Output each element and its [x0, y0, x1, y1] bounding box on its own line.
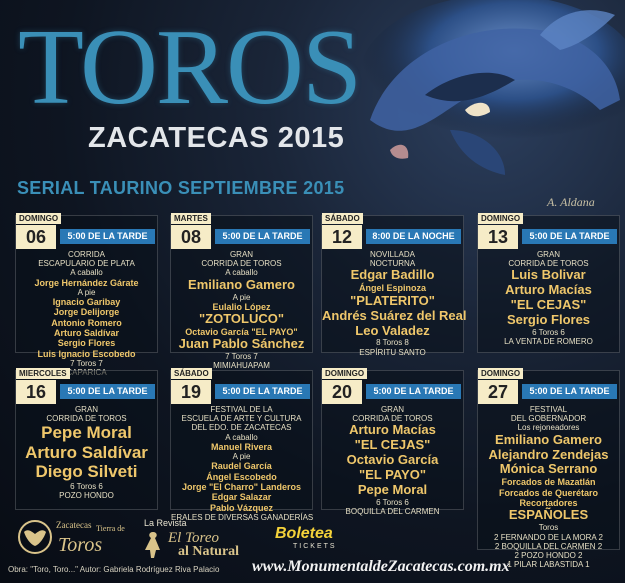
event-line: "ZOTOLUCO" — [198, 311, 285, 327]
event-line: CORRIDA DE TOROS — [201, 259, 282, 269]
logo1-line2: Tierra de — [96, 524, 125, 533]
event-line: Recortadores — [519, 498, 578, 509]
event-line: Antonio Romero — [51, 317, 122, 328]
event-line: "EL PAYO" — [359, 467, 426, 483]
event-line: Ignacio Garibay — [52, 297, 121, 308]
event-line: CORRIDA DE TOROS — [46, 414, 127, 424]
event-line: CORRIDA — [68, 250, 105, 259]
event-body — [478, 250, 619, 347]
event-line: ESCAPULARIO DE PLATA — [38, 259, 135, 269]
logo2-line1: La Revista — [144, 518, 187, 528]
event-date: 12 — [322, 225, 362, 249]
event-line: LA VENTA DE ROMERO — [504, 337, 593, 347]
event-line: Octavio García "EL PAYO" — [185, 326, 298, 337]
event-line: Juan Pablo Sánchez — [178, 336, 305, 352]
event-line: GRAN — [229, 250, 254, 259]
event-card — [170, 369, 314, 522]
event-line: 6 Toros 6 — [376, 498, 409, 508]
event-line: Emiliano Gamero — [495, 431, 602, 447]
event-line: "PLATERITO" — [350, 292, 435, 308]
event-line: ESCUELA DE ARTE Y CULTURA — [181, 414, 302, 424]
logo1-line3: Toros — [58, 534, 103, 556]
event-day: MIERCOLES — [16, 368, 70, 379]
event-date: 08 — [171, 225, 211, 249]
event-time: 5:00 DE LA TARDE — [366, 384, 461, 399]
matador-icon — [142, 530, 164, 560]
website-link[interactable]: www.MonumentaldeZacatecas.com.mx — [252, 558, 510, 575]
event-card — [321, 214, 467, 357]
event-line: Toros — [538, 523, 559, 533]
event-date: 06 — [16, 225, 56, 249]
event-day: DOMINGO — [478, 368, 523, 379]
main-title: TOROS — [18, 8, 361, 127]
event-card — [477, 369, 620, 570]
logo-el-toreo-al-natural — [138, 518, 253, 560]
event-card — [170, 214, 313, 371]
event-line: Alejandro Zendejas — [488, 446, 609, 462]
event-time: 5:00 DE LA TARDE — [215, 384, 310, 399]
bull-head-icon — [18, 520, 52, 554]
event-line: 1 PILAR LABASTIDA 1 — [507, 560, 590, 570]
event-line: Eulalio López — [212, 301, 271, 312]
event-line: CORRIDA DE TOROS — [508, 259, 589, 269]
event-line: ESPAÑOLES — [508, 507, 589, 523]
serial-heading: SERIAL TAURINO SEPTIEMBRE 2015 — [17, 178, 345, 198]
event-line: GRAN — [380, 405, 405, 414]
event-line: Diego Silveti — [35, 462, 138, 482]
event-line: Jorge Delijorge — [53, 307, 120, 318]
event-line: Jorge "El Charro" Landeros — [181, 481, 302, 492]
logo-boletea — [275, 525, 365, 555]
event-day: MARTES — [171, 213, 211, 224]
event-line: Los rejoneadores — [517, 423, 580, 433]
event-line: Manuel Rivera — [210, 441, 273, 452]
event-line: Pablo Vázquez — [209, 502, 273, 513]
event-line: Edgar Salazar — [211, 492, 272, 503]
event-line: Pepe Moral — [41, 423, 132, 443]
event-line: "EL CEJAS" — [510, 297, 587, 313]
event-line: "EL CEJAS" — [354, 437, 431, 453]
event-line: ERALES DE DIVERSAS GANADERÍAS — [171, 513, 314, 522]
event-date: 27 — [478, 380, 518, 404]
event-line: Arturo Saldívar — [53, 328, 120, 339]
event-line: 7 Toros 7 — [225, 352, 258, 362]
event-day: SÁBADO — [171, 368, 212, 379]
event-time: 5:00 DE LA TARDE — [522, 384, 617, 399]
event-line: POZO HONDO — [59, 491, 114, 501]
event-line: A pie — [77, 287, 96, 297]
event-date: 20 — [322, 380, 362, 404]
event-time: 8:00 DE LA NOCHE — [366, 229, 461, 244]
event-date: 19 — [171, 380, 211, 404]
event-line: GRAN — [74, 405, 99, 414]
subtitle: ZACATECAS 2015 — [88, 122, 345, 154]
event-line: NOCTURNA — [369, 259, 416, 269]
event-line: 6 Toros 6 — [532, 328, 565, 338]
event-line: 2 POZO HONDO 2 — [514, 550, 583, 560]
event-line: Jorge Hernández Gárate — [34, 277, 139, 288]
logo2-line2: El Toreo — [168, 530, 219, 546]
event-line: Octavio García — [346, 452, 439, 468]
event-day: DOMINGO — [322, 368, 367, 379]
event-line: CORRIDA DE TOROS — [352, 414, 433, 424]
event-line: Sergio Flores — [506, 312, 591, 328]
event-body — [478, 405, 619, 569]
event-line: Emiliano Gamero — [188, 276, 295, 292]
event-line: Luis Bolivar — [511, 267, 586, 283]
event-line: Mónica Serrano — [499, 461, 598, 477]
event-card — [15, 370, 158, 510]
logo1-line1: Zacatecas — [56, 520, 92, 530]
event-line: Arturo Macías — [505, 282, 592, 298]
event-time: 5:00 DE LA TARDE — [60, 384, 155, 399]
event-time: 5:00 DE LA TARDE — [60, 229, 155, 244]
event-line: Raudel García — [211, 461, 272, 472]
event-line: BOQUILLA DEL CARMEN — [345, 507, 440, 517]
event-line: Arturo Saldívar — [25, 442, 148, 462]
artwork-credit: Obra: "Toro, Toro..." Autor: Gabriela Rodríguez Riva Palacio — [8, 565, 220, 574]
event-line: Ángel Espinoza — [358, 283, 426, 294]
event-line: 2 BOQUILLA DEL CARMEN 2 — [494, 541, 603, 551]
event-body — [171, 250, 312, 371]
logo3-line2: TICKETS — [293, 543, 337, 550]
event-body — [322, 250, 467, 357]
event-date: 16 — [16, 380, 56, 404]
event-body — [322, 405, 463, 516]
logo-zacatecas-tierra-de-toros — [18, 518, 123, 560]
event-line: A caballo — [225, 268, 258, 278]
event-line: GRAN — [536, 250, 561, 259]
event-line: A pie — [232, 452, 251, 462]
event-day: DOMINGO — [16, 213, 61, 224]
event-line: MIMIAHUAPAM — [213, 361, 270, 371]
event-line: Arturo Macías — [349, 422, 436, 438]
logo3-line1: Boletea — [275, 525, 333, 542]
event-line: A caballo — [70, 268, 103, 278]
event-line: Andrés Suárez del Real — [322, 307, 467, 323]
bull-artwork — [330, 0, 625, 200]
event-line: Leo Valadez — [355, 322, 430, 338]
event-line: Edgar Badillo — [350, 267, 435, 283]
event-line: 7 Toros 7 — [70, 359, 103, 369]
event-line: DEL EDO. DE ZACATECAS — [191, 423, 292, 433]
event-card — [15, 214, 158, 369]
event-line: ESPÍRITU SANTO — [359, 347, 426, 357]
event-body — [16, 405, 157, 500]
event-time: 5:00 DE LA TARDE — [215, 229, 310, 244]
event-line: FESTIVAL — [529, 405, 568, 414]
event-day: DOMINGO — [478, 213, 523, 224]
event-line: Pepe Moral — [357, 482, 428, 498]
logo2-line3: al Natural — [178, 544, 240, 559]
event-line: DEL GOBERNADOR — [510, 414, 587, 424]
event-line: NOVILLADA — [370, 250, 415, 259]
event-line: Forcados de Querétaro — [498, 487, 599, 498]
event-line: Luis Ignacio Escobedo — [37, 348, 136, 359]
event-line: Sergio Flores — [57, 338, 116, 349]
event-card — [477, 215, 620, 353]
event-line: 2 FERNANDO DE LA MORA 2 — [494, 532, 603, 542]
event-body — [171, 405, 312, 522]
event-line: Forcados de Mazatlán — [501, 477, 596, 488]
event-line: FESTIVAL DE LA — [210, 405, 273, 414]
event-time: 5:00 DE LA TARDE — [522, 229, 617, 244]
event-card — [321, 369, 464, 517]
event-line: 8 Toros 8 — [376, 338, 409, 348]
event-line: Ángel Escobedo — [206, 471, 277, 482]
event-day: SÁBADO — [322, 213, 363, 224]
event-line: A pie — [232, 292, 251, 302]
event-line: 6 Toros 6 — [70, 482, 103, 492]
event-body — [16, 250, 157, 378]
event-line: A caballo — [225, 432, 258, 442]
artist-signature: A. Aldana — [547, 195, 595, 209]
event-date: 13 — [478, 225, 518, 249]
